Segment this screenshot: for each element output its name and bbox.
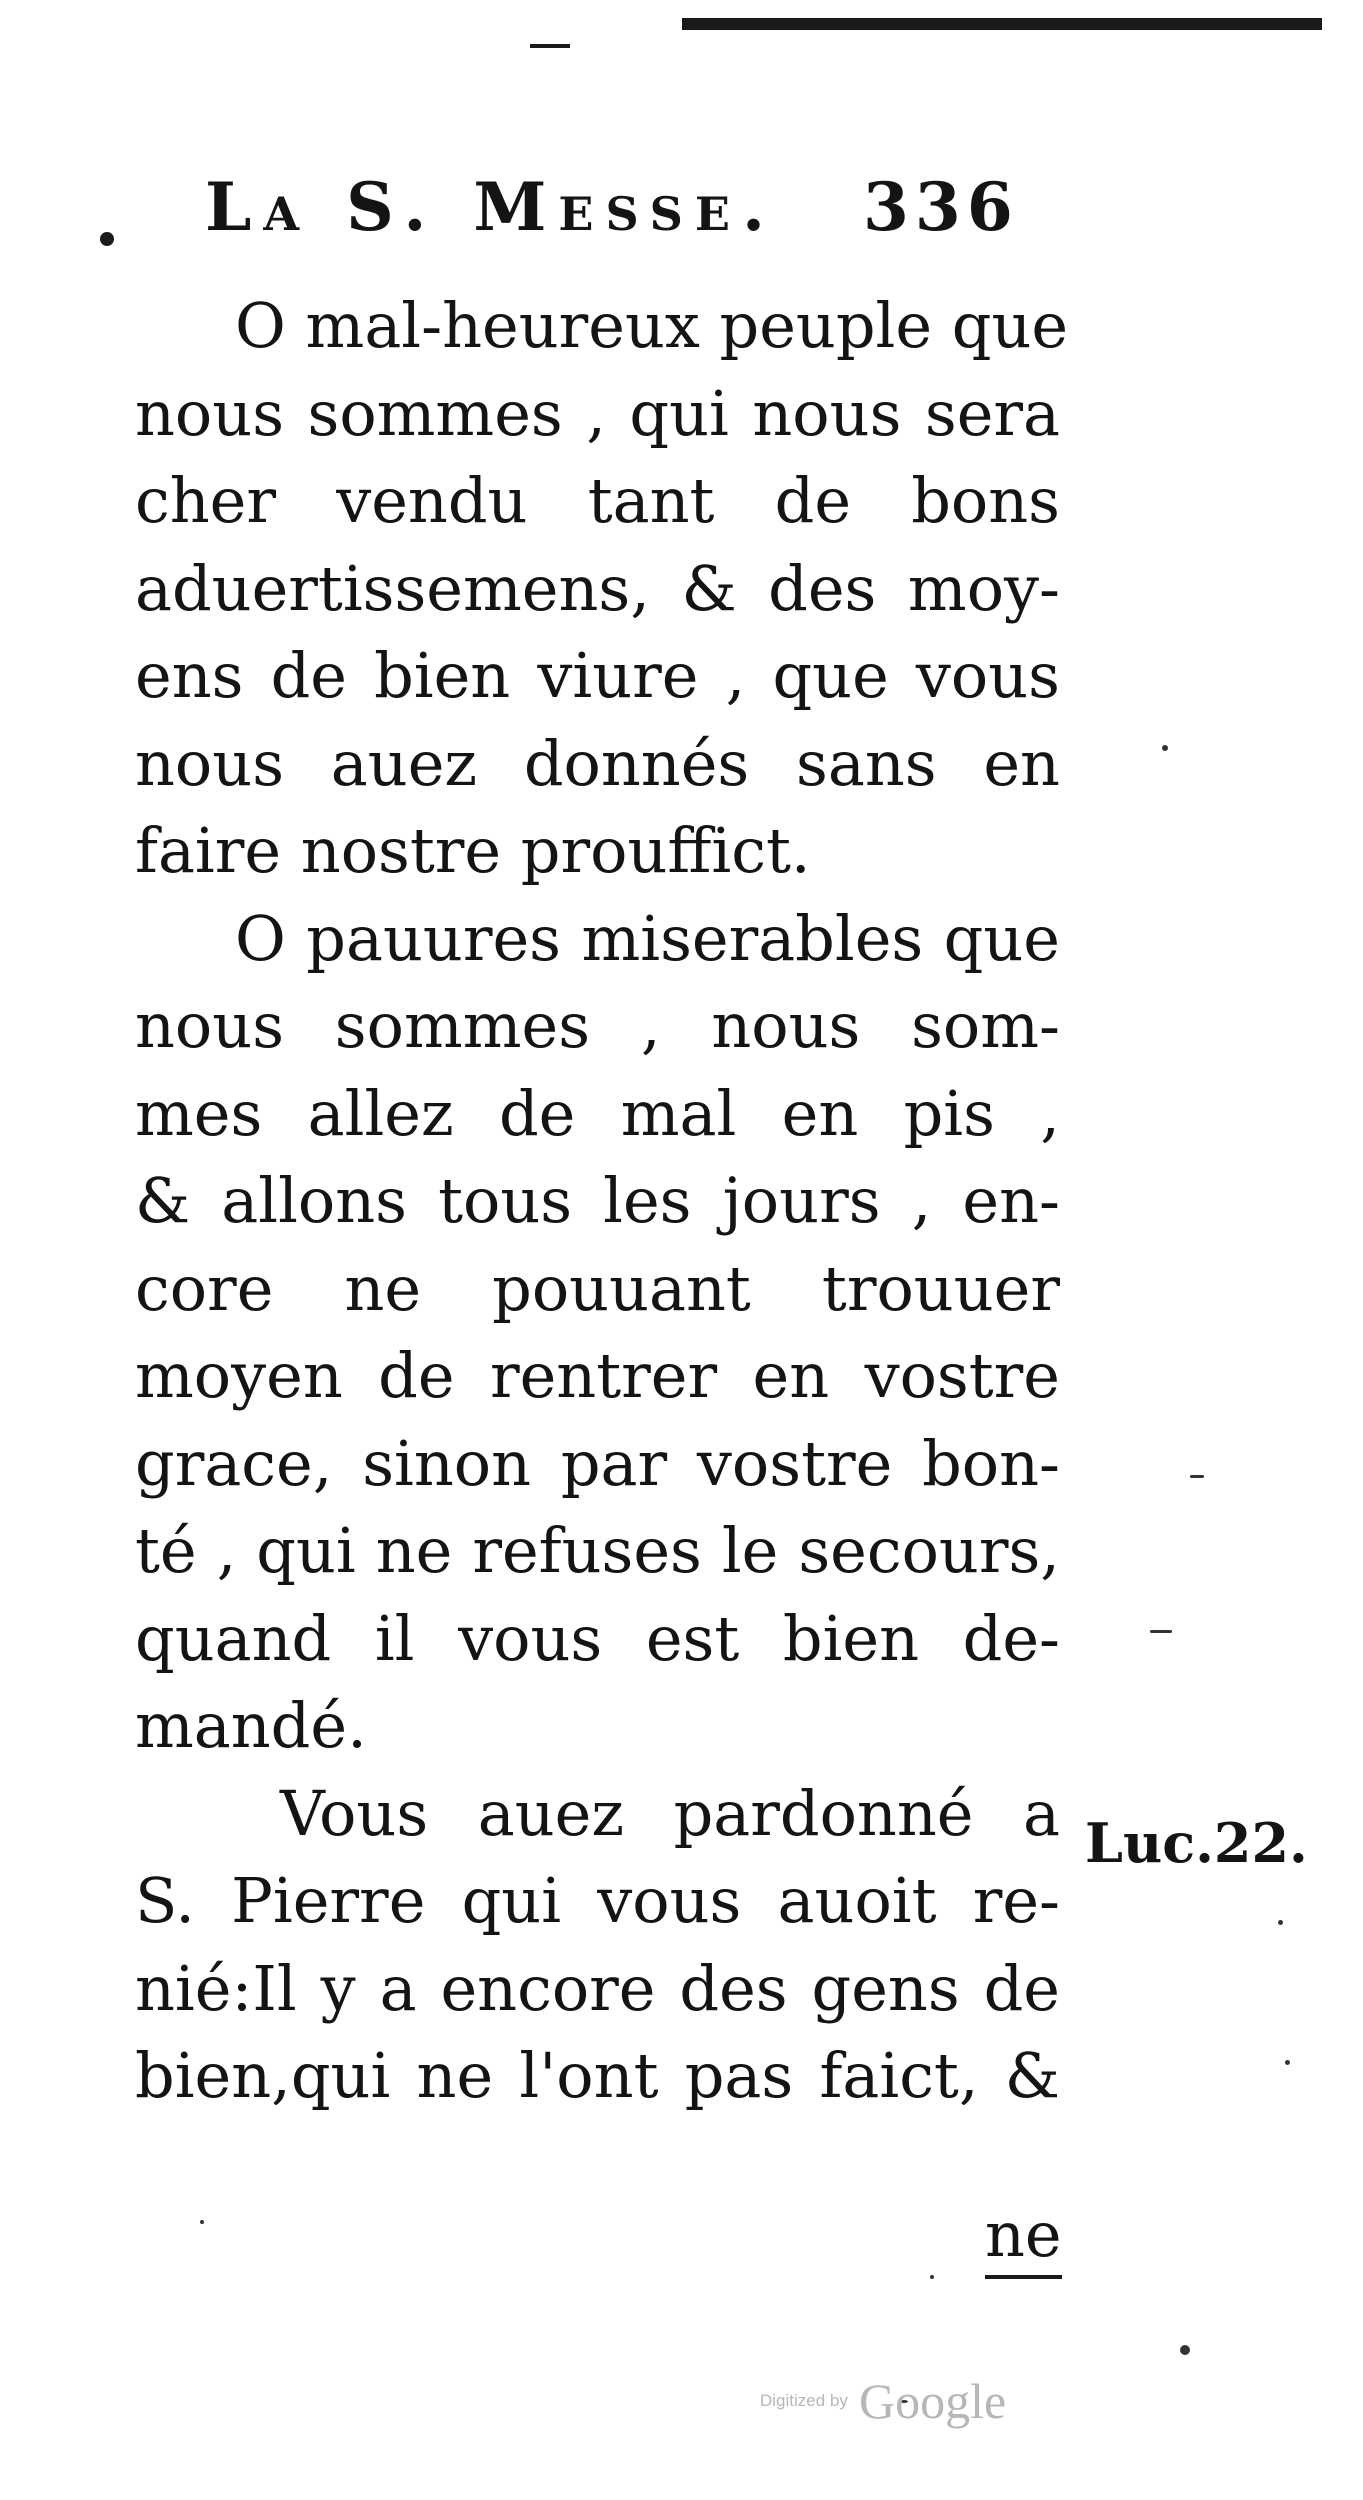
text-line: té , qui ne refuses le secours, (135, 1514, 1060, 1587)
text-line: moyen de rentrer en vostre (135, 1339, 1060, 1412)
ink-speck (200, 2220, 204, 2224)
text-line: cher vendu tant de bons (135, 464, 1060, 537)
text-line: aduertissemens, & des moy- (135, 551, 1060, 625)
body-text (135, 282, 1069, 2120)
top-rule (682, 18, 1322, 30)
text-line: core ne pouuant trouuer (135, 1251, 1060, 1325)
text-line: O pauures miserables que (235, 901, 1060, 975)
running-title: La S. Messe. (205, 168, 777, 246)
text-line: & allons tous les jours , en- (135, 1164, 1060, 1237)
text-line: quand il vous est bien de- (135, 1601, 1060, 1675)
ink-speck (1190, 1475, 1204, 1478)
text-line: faire nostre prouffict. (135, 814, 811, 887)
catchword: ne (985, 2195, 1062, 2279)
text-line: O mal-heureux peuple que (235, 289, 1069, 362)
text-line: ens de bien viure , que vous (135, 639, 1060, 712)
margin-note: Luc.22. (1085, 1811, 1308, 1875)
digitized-by-google-watermark (760, 2372, 1006, 2442)
watermark-prefix: Digitized by (760, 2391, 848, 2410)
text-line: nous sommes , nous som- (135, 989, 1060, 1062)
top-rule-tick (530, 44, 570, 48)
ink-speck (1180, 2345, 1190, 2355)
page-number: 336 (863, 168, 1019, 246)
ink-speck (100, 232, 114, 246)
text-line: nous auez donnés sans en (135, 726, 1060, 800)
ink-speck (1162, 745, 1168, 751)
text-line: nous sommes , qui nous sera (135, 376, 1060, 450)
ink-speck (1278, 1920, 1283, 1925)
text-line: nié:Il y a encore des gens de (135, 1951, 1060, 2025)
text-line: mandé. (135, 1689, 367, 1762)
google-logo: Google (858, 2373, 1007, 2429)
text-line: mes allez de mal en pis , (135, 1076, 1060, 1150)
ink-speck (1150, 1630, 1172, 1633)
text-line: Vous auez pardonné a (280, 1776, 1060, 1850)
text-line: bien,qui ne l'ont pas faict, & (135, 2039, 1060, 2112)
running-header (205, 168, 1065, 258)
ink-speck (1285, 2060, 1290, 2065)
text-line: S. Pierre qui vous auoit re- (135, 1864, 1060, 1937)
ink-speck (930, 2275, 934, 2279)
text-line: grace, sinon par vostre bon- (135, 1426, 1060, 1500)
